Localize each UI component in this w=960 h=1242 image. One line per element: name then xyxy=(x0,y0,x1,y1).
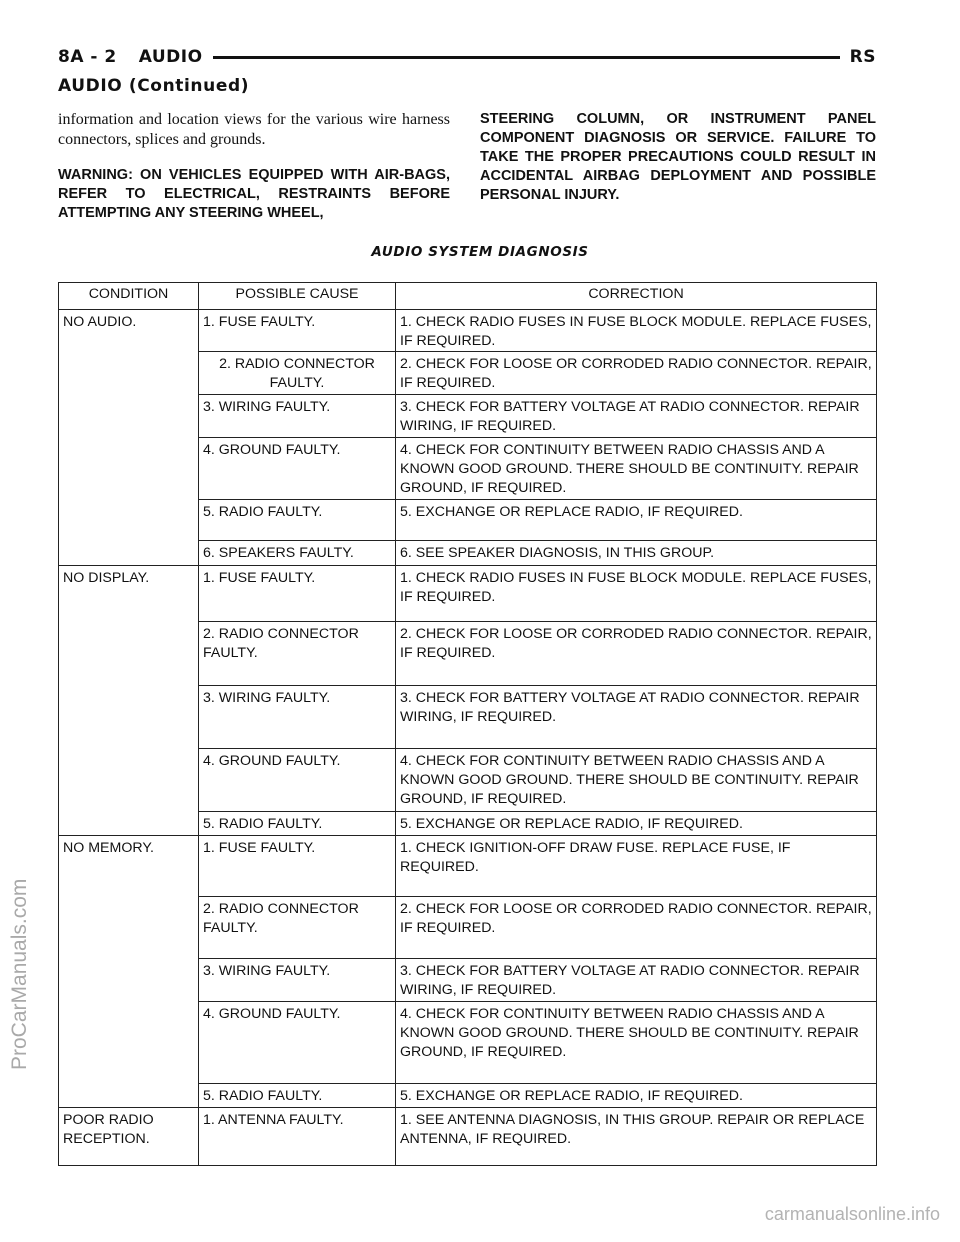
header-condition: CONDITION xyxy=(59,283,199,310)
condition-cell: NO DISPLAY. xyxy=(59,566,199,836)
cause-cell: 4. GROUND FAULTY. xyxy=(199,749,396,812)
cause-cell: 5. RADIO FAULTY. xyxy=(199,500,396,541)
right-column xyxy=(480,110,876,205)
cause-cell: 4. GROUND FAULTY. xyxy=(199,438,396,500)
diagnosis-table xyxy=(58,282,877,1166)
condition-cell: NO AUDIO. xyxy=(59,310,199,566)
correction-cell: 2. CHECK FOR LOOSE OR CORRODED RADIO CONNECTOR. REPAIR, IF REQUIRED. xyxy=(396,352,877,395)
cause-cell: 1. ANTENNA FAULTY. xyxy=(199,1108,396,1166)
cause-cell: 3. WIRING FAULTY. xyxy=(199,959,396,1002)
warning-text-left: WARNING: ON VEHICLES EQUIPPED WITH AIR-BAGS, REFER TO ELECTRICAL, RESTRAINTS BEFORE ATTEMPTING ANY STEERING WHEEL, xyxy=(58,167,450,221)
intro-body-text: information and location views for the various wire harness connectors, splices and grounds. xyxy=(58,111,450,148)
table-row xyxy=(59,1108,877,1166)
correction-cell: 5. EXCHANGE OR REPLACE RADIO, IF REQUIRED. xyxy=(396,812,877,836)
warning-text-right: STEERING COLUMN, OR INSTRUMENT PANEL COMPONENT DIAGNOSIS OR SERVICE. FAILURE TO TAKE THE PROPER PRECAUTIONS COULD RESULT IN ACCIDENTAL AIRBAG DEPLOYMENT AND POSSIBLE PERSONAL INJURY. xyxy=(480,111,876,203)
correction-cell: 1. SEE ANTENNA DIAGNOSIS, IN THIS GROUP. REPAIR OR REPLACE ANTENNA, IF REQUIRED. xyxy=(396,1108,877,1166)
header-possible-cause: POSSIBLE CAUSE xyxy=(199,283,396,310)
condition-cell: NO MEMORY. xyxy=(59,836,199,1108)
footer-watermark: carmanualsonline.info xyxy=(764,1204,940,1224)
correction-cell: 4. CHECK FOR CONTINUITY BETWEEN RADIO CHASSIS AND A KNOWN GOOD GROUND. THERE SHOULD BE CONTINUITY. REPAIR GROUND, IF REQUIRED. xyxy=(396,438,877,500)
table-title: AUDIO SYSTEM DIAGNOSIS xyxy=(371,244,589,260)
correction-cell: 5. EXCHANGE OR REPLACE RADIO, IF REQUIRED. xyxy=(396,500,877,541)
table-row xyxy=(59,836,877,897)
correction-cell: 1. CHECK RADIO FUSES IN FUSE BLOCK MODULE. REPLACE FUSES, IF REQUIRED. xyxy=(396,566,877,622)
cause-cell: 2. RADIO CONNECTOR FAULTY. xyxy=(199,897,396,959)
correction-cell: 1. CHECK IGNITION-OFF DRAW FUSE. REPLACE FUSE, IF REQUIRED. xyxy=(396,836,877,897)
cause-cell: 2. RADIO CONNECTOR FAULTY. xyxy=(199,622,396,686)
header-correction: CORRECTION xyxy=(396,283,877,310)
model-code: RS xyxy=(849,47,876,67)
page-number: 8A - 2 xyxy=(58,47,117,67)
correction-cell: 2. CHECK FOR LOOSE OR CORRODED RADIO CONNECTOR. REPAIR, IF REQUIRED. xyxy=(396,622,877,686)
correction-cell: 2. CHECK FOR LOOSE OR CORRODED RADIO CONNECTOR. REPAIR, IF REQUIRED. xyxy=(396,897,877,959)
side-watermark: ProCarManuals.com xyxy=(8,878,31,1070)
cause-cell: 1. FUSE FAULTY. xyxy=(199,836,396,897)
cause-cell: 3. WIRING FAULTY. xyxy=(199,686,396,749)
table-row xyxy=(59,566,877,622)
correction-cell: 6. SEE SPEAKER DIAGNOSIS, IN THIS GROUP. xyxy=(396,541,877,566)
correction-cell: 3. CHECK FOR BATTERY VOLTAGE AT RADIO CONNECTOR. REPAIR WIRING, IF REQUIRED. xyxy=(396,686,877,749)
left-column xyxy=(58,110,450,223)
cause-cell: 5. RADIO FAULTY. xyxy=(199,812,396,836)
correction-cell: 3. CHECK FOR BATTERY VOLTAGE AT RADIO CONNECTOR. REPAIR WIRING, IF REQUIRED. xyxy=(396,959,877,1002)
cause-cell: 5. RADIO FAULTY. xyxy=(199,1084,396,1108)
correction-cell: 4. CHECK FOR CONTINUITY BETWEEN RADIO CHASSIS AND A KNOWN GOOD GROUND. THERE SHOULD BE CONTINUITY. REPAIR GROUND, IF REQUIRED. xyxy=(396,1002,877,1084)
cause-cell: 4. GROUND FAULTY. xyxy=(199,1002,396,1084)
table-header-row xyxy=(59,283,877,310)
correction-cell: 3. CHECK FOR BATTERY VOLTAGE AT RADIO CONNECTOR. REPAIR WIRING, IF REQUIRED. xyxy=(396,395,877,438)
page-header xyxy=(58,44,876,70)
cause-cell: 6. SPEAKERS FAULTY. xyxy=(199,541,396,566)
header-rule xyxy=(213,56,840,59)
condition-cell: POOR RADIO RECEPTION. xyxy=(59,1108,199,1166)
cause-cell: 1. FUSE FAULTY. xyxy=(199,310,396,352)
correction-cell: 1. CHECK RADIO FUSES IN FUSE BLOCK MODULE. REPLACE FUSES, IF REQUIRED. xyxy=(396,310,877,352)
section-name: AUDIO xyxy=(138,47,203,67)
correction-cell: 5. EXCHANGE OR REPLACE RADIO, IF REQUIRED. xyxy=(396,1084,877,1108)
correction-cell: 4. CHECK FOR CONTINUITY BETWEEN RADIO CHASSIS AND A KNOWN GOOD GROUND. THERE SHOULD BE CONTINUITY. REPAIR GROUND, IF REQUIRED. xyxy=(396,749,877,812)
continued-title: AUDIO (Continued) xyxy=(58,76,250,96)
cause-cell: 3. WIRING FAULTY. xyxy=(199,395,396,438)
cause-cell: 1. FUSE FAULTY. xyxy=(199,566,396,622)
cause-cell: 2. RADIO CONNECTOR FAULTY. xyxy=(199,352,396,395)
table-row xyxy=(59,310,877,352)
